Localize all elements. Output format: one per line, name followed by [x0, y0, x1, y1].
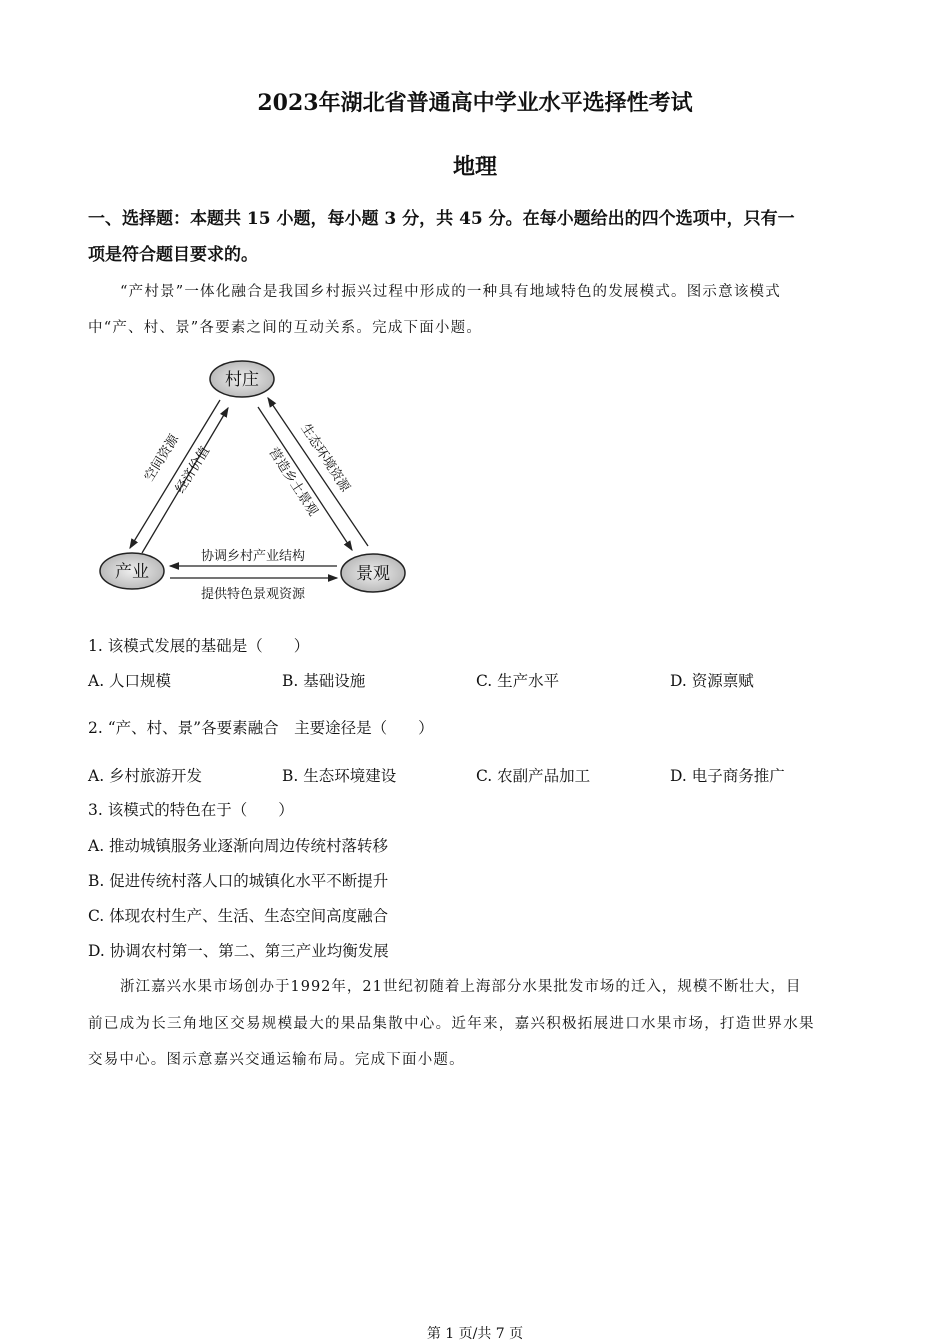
- q1-option-b: B. 基础设施: [282, 672, 366, 690]
- landscape-creation-label: 营造乡土景观: [265, 445, 321, 519]
- q3-option-c: C. 体现农村生产、生活、生态空间高度融合: [88, 907, 389, 925]
- question-3: 3. 该模式的特色在于（ ）: [88, 801, 294, 819]
- intro2-line2: 前已成为长三角地区交易规模最大的果品集散中心。近年来，嘉兴积极拓展进口水果市场，打造世界水果: [88, 1016, 815, 1032]
- section-heading-line1: 一、选择题：本题共 15 小题，每小题 3 分，共 45 分。在每小题给出的四个选项中，只有一: [88, 209, 795, 229]
- q2-option-d: D. 电子商务推广: [670, 767, 785, 785]
- village-label: 村庄: [225, 370, 259, 390]
- landscape-resource-label: 提供特色景观资源: [200, 587, 306, 602]
- question-2: 2. “产、村、景”各要素融合 主要途径是（ ）: [88, 719, 434, 737]
- q3-option-a: A. 推动城镇服务业逐渐向周边传统村落转移: [88, 837, 389, 855]
- economic-value-label: 经济价值: [172, 444, 214, 497]
- q1-option-a: A. 人口规模: [88, 672, 172, 690]
- section-heading-line2: 项是符合题目要求的。: [88, 245, 258, 265]
- q2-option-c: C. 农副产品加工: [476, 767, 591, 785]
- question-1: 1. 该模式发展的基础是（ ）: [88, 637, 310, 655]
- q3-option-b: B. 促进传统村落人口的城镇化水平不断提升: [88, 872, 389, 890]
- interaction-diagram: [90, 350, 420, 610]
- q3-option-d: D. 协调农村第一、第二、第三产业均衡发展: [88, 942, 389, 960]
- eco-resource-label: 生态环境资源: [297, 421, 353, 495]
- intro2-line3: 交易中心。图示意嘉兴交通运输布局。完成下面小题。: [88, 1052, 465, 1068]
- coordinate-industry-label: 协调乡村产业结构: [200, 549, 306, 564]
- intro2-line1: 浙江嘉兴水果市场创办于1992年，21世纪初随着上海部分水果批发市场的迁入，规模不断壮大，目: [120, 979, 802, 995]
- industry-label: 产业: [115, 562, 149, 582]
- q2-option-b: B. 生态环境建设: [282, 767, 397, 785]
- landscape-label: 景观: [356, 564, 390, 584]
- q2-option-a: A. 乡村旅游开发: [88, 767, 203, 785]
- q1-option-d: D. 资源禀赋: [670, 672, 754, 690]
- space-resource-label: 空间资源: [141, 432, 183, 485]
- page-footer: 第 1 页/共 7 页: [426, 1326, 524, 1342]
- q1-option-c: C. 生产水平: [476, 672, 560, 690]
- exam-title: 2023年湖北省普通高中学业水平选择性考试: [257, 90, 693, 116]
- intro1-line2: 中“产、村、景”各要素之间的互动关系。完成下面小题。: [88, 320, 483, 336]
- subject-title: 地理: [452, 154, 497, 180]
- intro1-line1: “产村景”一体化融合是我国乡村振兴过程中形成的一种具有地域特色的发展模式。图示意该模式: [120, 284, 781, 300]
